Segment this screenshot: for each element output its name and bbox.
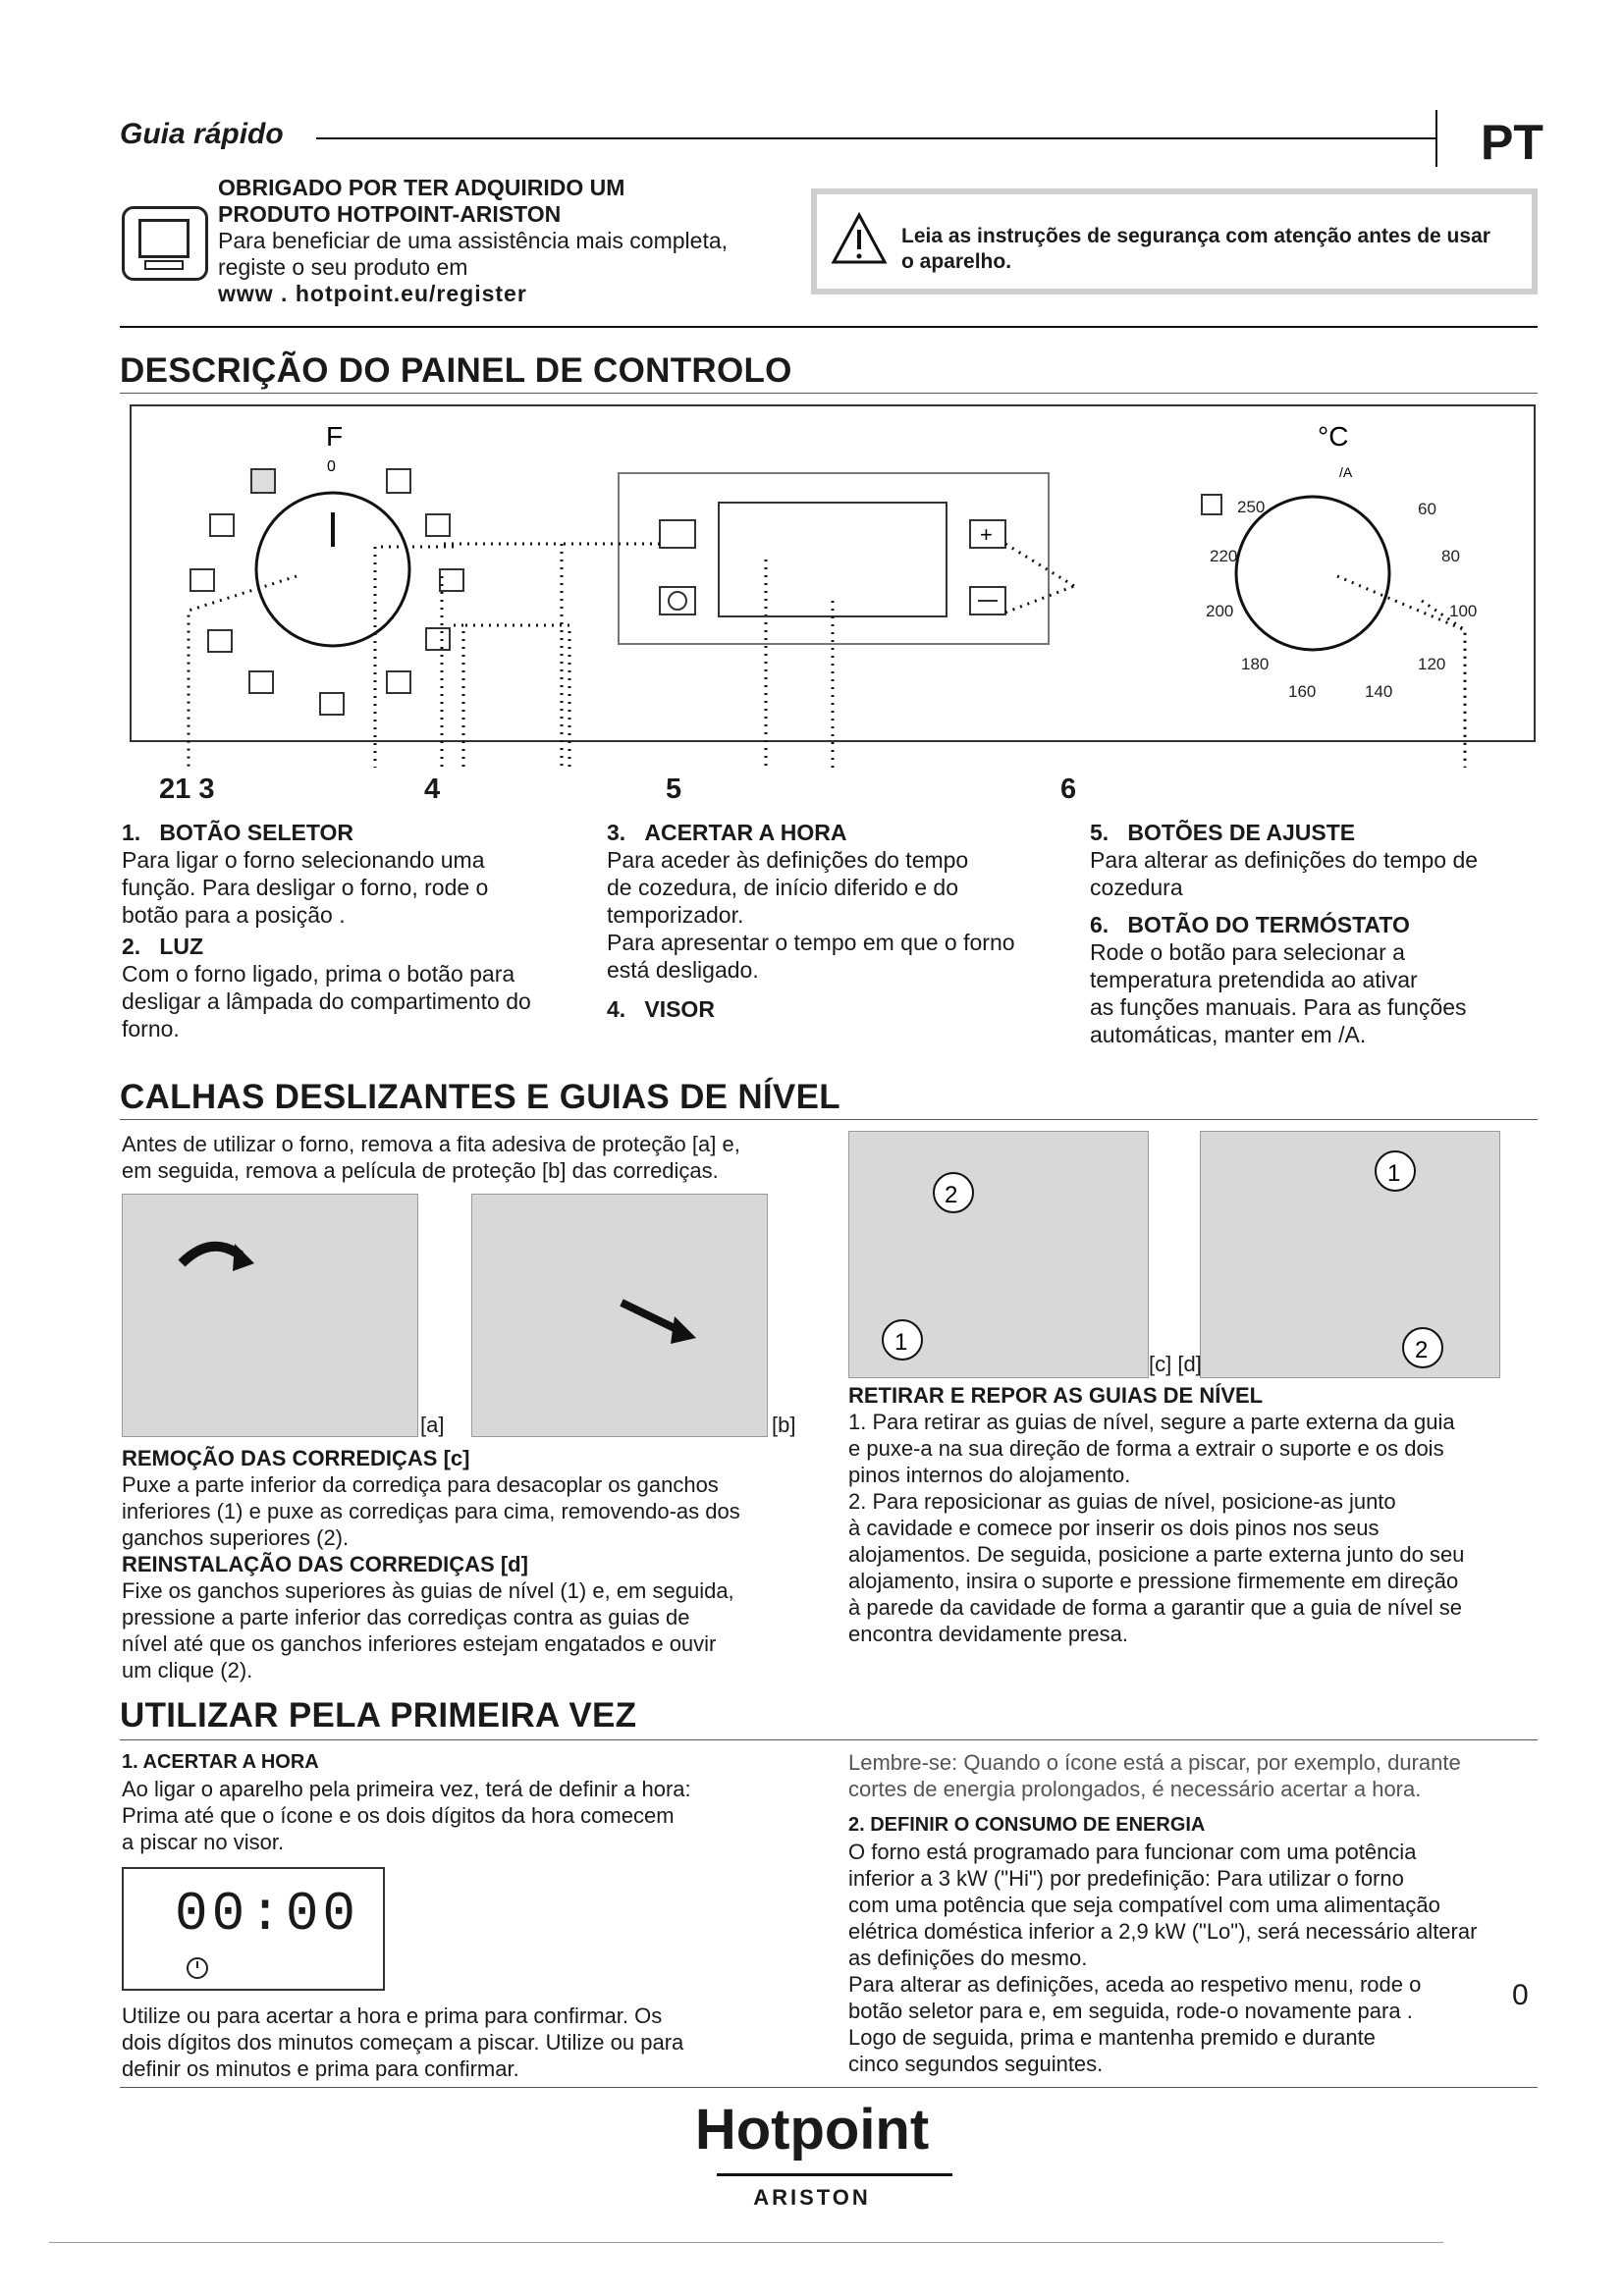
svg-text:250: 250	[1237, 498, 1266, 516]
thermo-unit: °C	[1318, 421, 1349, 452]
guides-block: RETIRAR E REPOR AS GUIAS DE NÍVEL 1. Para retirar as guias de nível, segure a parte externa da guia e puxe-a na sua direção de forma a extrair o suporte e os dois pinos internos do alojamento. 2. Para reposicionar as guias de nível, posicione-as junto à cavidade e comece por inserir os dois pinos nos seus alojamentos. De seguida, posicione a parte externa junto do seu alojamento, insira o suporte e pressione firmemente em direção à parede da cavidade de forma a garantir que a guia de nível se encontra devidamente presa.	[848, 1383, 1465, 1646]
register-heading-1: OBRIGADO POR TER ADQUIRIDO UM	[218, 175, 625, 200]
clock-instructions: Utilize ou para acertar a hora e prima para confirmar. Os dois dígitos dos minutos começam a piscar. Utilize ou para definir os minutos e prima para confirmar.	[122, 2003, 684, 2081]
divider	[120, 1739, 1538, 1740]
reminder-block: Lembre-se: Quando o ícone está a piscar, por exemplo, durante cortes de energia prolongados, é necessário acertar a hora.	[848, 1750, 1461, 1801]
item-title: BOTÃO SELETOR	[159, 820, 354, 845]
section-title-first-use: UTILIZAR PELA PRIMEIRA VEZ	[120, 1696, 637, 1735]
energy-zero: 0	[1512, 1979, 1529, 2011]
section-title-panel: DESCRIÇÃO DO PAINEL DE CONTROLO	[120, 351, 792, 390]
energy-block: 2. DEFINIR O CONSUMO DE ENERGIA O forno está programado para funcionar com uma potência inferior a 3 kW ("Hi") por predefinição: Para utilizar o forno com uma potência que seja compatível com uma alimentação elétrica doméstica inferior a 2,9 kW ("Lo"), será necessário alterar as definições do mesmo. Para alterar as definições, aceda ao respetivo menu, rode o botão seletor para e, em seguida, rode-o novamente para . Logo de seguida, prima e mantenha premido e durante cinco segundos seguintes.	[848, 1814, 1478, 2076]
section-title-rails: CALHAS DESLIZANTES E GUIAS DE NÍVEL	[120, 1078, 840, 1116]
warning-line-1: Leia as instruções de segurança com atenção antes de usar	[901, 225, 1490, 247]
svg-text:200: 200	[1206, 602, 1234, 620]
photo-remove-film	[471, 1194, 768, 1437]
brand-sub: ARISTON	[753, 2185, 871, 2210]
svg-text:2: 2	[1415, 1337, 1429, 1363]
svg-text:180: 180	[1241, 655, 1270, 673]
footer-rule	[49, 2242, 1443, 2243]
label-a: [a]	[420, 1413, 445, 1437]
svg-text:120: 120	[1418, 655, 1446, 673]
register-line-2: registe o seu produto em	[218, 254, 468, 280]
svg-text:2: 2	[945, 1182, 958, 1208]
guide-title: Guia rápido	[120, 118, 284, 150]
thermo-auto: /A	[1339, 464, 1353, 480]
svg-text:+: +	[980, 522, 993, 547]
removal-block: REMOÇÃO DAS CORREDIÇAS [c] Puxe a parte inferior da corrediça para desacoplar os ganchos inferiores (1) e puxe as corrediças para cima, removendo-as dos ganchos superiores (2). REINSTALAÇÃO DAS CORREDIÇAS [d] Fixe os ganchos superiores às guias de nível (1) e, em seguida, pressione a parte inferior das corrediças contra as guias de nível até que os ganchos inferiores estejam engatados e ouvir um clique (2).	[122, 1446, 740, 1682]
svg-text:80: 80	[1441, 547, 1460, 565]
clock-icon	[669, 592, 686, 610]
display-illustration	[122, 1867, 385, 1991]
register-heading-2: PRODUTO HOTPOINT-ARISTON	[218, 201, 562, 227]
selector-letter: F	[326, 421, 344, 452]
svg-text:100: 100	[1449, 602, 1478, 620]
divider	[120, 2087, 1538, 2088]
svg-text:60: 60	[1418, 500, 1436, 518]
desc-col-3: 5. BOTÕES DE AJUSTE Para alterar as definições do tempo de cozedura 6. BOTÃO DO TERMÓSTATO Rode o botão para selecionar a temperatura pretendida ao ativar as funções manuais. Para as funções automáticas, manter em /A.	[1090, 820, 1479, 1047]
desc-col-1: 1. BOTÃO SELETOR Para ligar o forno selecionando uma função. Para desligar o forno, rode o botão para a posição . 2. LUZ Com o forno ligado, prima o botão para desligar a lâmpada do compartimento do forno.	[122, 820, 531, 1041]
callout-5: 5	[666, 774, 682, 805]
label-b: [b]	[772, 1413, 796, 1437]
warning-line-2: o aparelho.	[901, 250, 1012, 273]
brand-logo: Hotpoint	[694, 2098, 930, 2162]
language-code: PT	[1481, 115, 1543, 170]
computer-icon	[122, 206, 208, 281]
register-url[interactable]: www . hotpoint.eu/register	[218, 281, 527, 306]
logo-rule	[717, 2173, 952, 2176]
photo-install-rail	[1200, 1131, 1500, 1378]
display-digits: 00:00	[175, 1883, 360, 1946]
photo-remove-rail	[848, 1131, 1149, 1378]
divider	[120, 393, 1538, 394]
divider	[120, 1119, 1538, 1120]
callout-6: 6	[1060, 774, 1077, 805]
callout-123: 21 3	[159, 774, 215, 805]
rails-intro: Antes de utilizar o forno, remova a fita adesiva de proteção [a] e, em seguida, remova a película de proteção [b] das corrediças.	[122, 1132, 740, 1183]
safety-warning	[811, 188, 1538, 294]
svg-text:160: 160	[1288, 682, 1317, 701]
svg-text:140: 140	[1365, 682, 1393, 701]
divider	[120, 326, 1538, 328]
svg-text:220: 220	[1210, 547, 1238, 565]
svg-text:1: 1	[1387, 1160, 1401, 1187]
header-rule	[316, 137, 1435, 139]
header-tick	[1435, 110, 1437, 167]
selector-zero: 0	[327, 458, 336, 475]
label-cd: [c] [d]	[1149, 1352, 1202, 1376]
desc-col-2: 3. ACERTAR A HORA Para aceder às definições do tempo de cozedura, de início diferido e do temporizador. Para apresentar o tempo em que o forno está desligado. 4. VISOR	[607, 820, 1015, 1022]
warning-icon	[831, 212, 888, 265]
control-panel-drawing	[130, 404, 1536, 777]
svg-text:1: 1	[894, 1329, 908, 1356]
clock-icon	[183, 1953, 212, 1983]
callout-4: 4	[424, 774, 441, 805]
register-block	[218, 175, 768, 307]
photo-remove-tape	[122, 1194, 418, 1437]
clock-block: 1. ACERTAR A HORA Ao ligar o aparelho pela primeira vez, terá de definir a hora: Prima até que o ícone e os dois dígitos da hora comecem a piscar no visor.	[122, 1751, 691, 1854]
register-line-1: Para beneficiar de uma assistência mais completa,	[218, 228, 729, 253]
